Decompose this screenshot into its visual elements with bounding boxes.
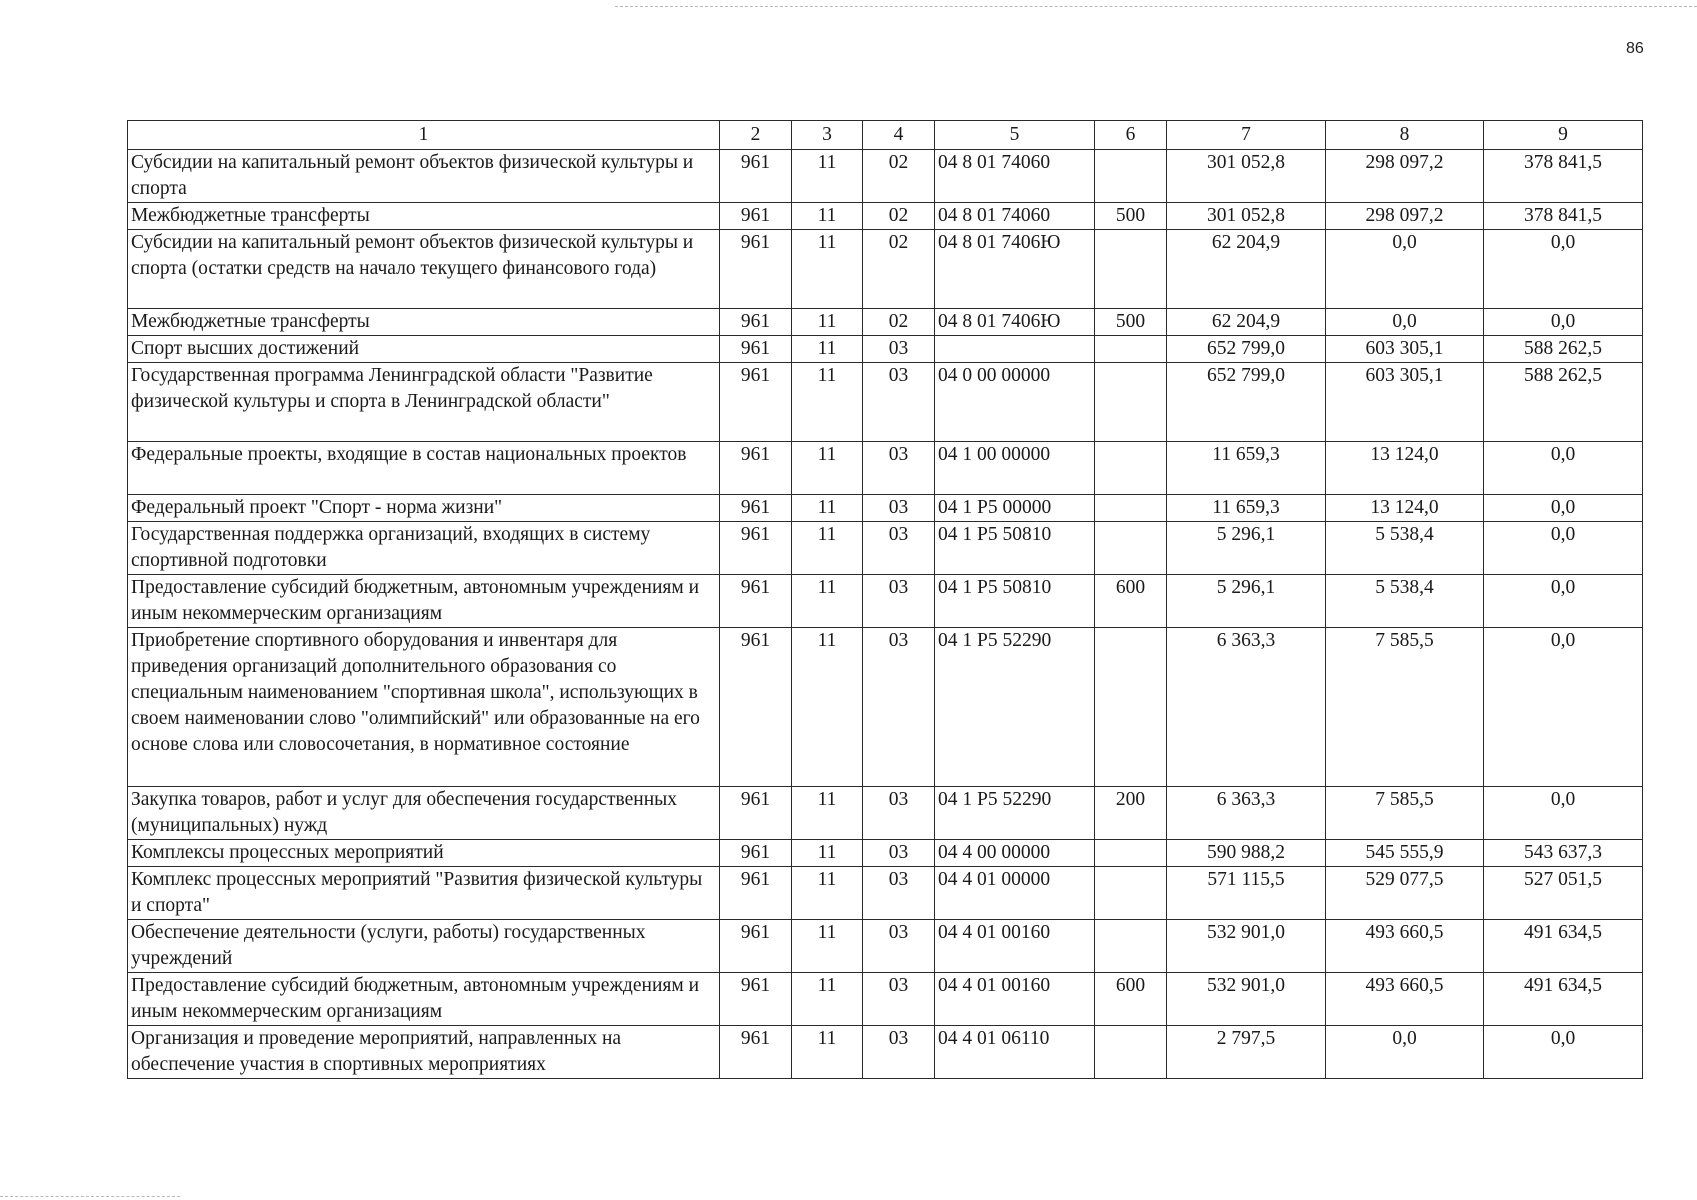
- table-row: [128, 442, 1643, 495]
- ministry-code: 961: [720, 575, 792, 628]
- expense-type-code: 200: [1095, 787, 1167, 840]
- row-name: Государственная программа Ленинградской области "Развитие физической культуры и спорта в Ленинградской области": [128, 363, 720, 442]
- scan-edge-bottom: [0, 1196, 180, 1197]
- table-row: [128, 1026, 1643, 1079]
- subsection-code: 02: [863, 203, 935, 230]
- table-row: [128, 867, 1643, 920]
- section-code: 11: [792, 230, 863, 309]
- amount-year-3: 588 262,5: [1484, 336, 1643, 363]
- row-name: Субсидии на капитальный ремонт объектов физической культуры и спорта: [128, 150, 720, 203]
- ministry-code: 961: [720, 336, 792, 363]
- amount-year-1: 2 797,5: [1167, 1026, 1326, 1079]
- amount-year-3: 527 051,5: [1484, 867, 1643, 920]
- amount-year-2: 13 124,0: [1326, 442, 1484, 495]
- expense-type-code: 500: [1095, 203, 1167, 230]
- subsection-code: 03: [863, 1026, 935, 1079]
- target-article-code: 04 4 01 06110: [935, 1026, 1095, 1079]
- subsection-code: 03: [863, 840, 935, 867]
- ministry-code: 961: [720, 628, 792, 787]
- row-name: Субсидии на капитальный ремонт объектов физической культуры и спорта (остатки средств на начало текущего финансового года): [128, 230, 720, 309]
- column-header: 7: [1167, 121, 1326, 150]
- target-article-code: 04 1 P5 52290: [935, 628, 1095, 787]
- amount-year-3: 543 637,3: [1484, 840, 1643, 867]
- ministry-code: 961: [720, 150, 792, 203]
- row-name: Предоставление субсидий бюджетным, автономным учреждениям и иным некоммерческим организациям: [128, 973, 720, 1026]
- target-article-code: 04 1 P5 50810: [935, 522, 1095, 575]
- ministry-code: 961: [720, 522, 792, 575]
- amount-year-3: 0,0: [1484, 575, 1643, 628]
- row-name: Приобретение спортивного оборудования и инвентаря для приведения организаций дополнительного образования со специальным наименованием "спортивная школа", использующих в своем наименовании слово "олимпийский" или образованные на его основе слова или словосочетания, в нормативное состояние: [128, 628, 720, 787]
- expense-type-code: 500: [1095, 309, 1167, 336]
- target-article-code: 04 0 00 00000: [935, 363, 1095, 442]
- ministry-code: 961: [720, 309, 792, 336]
- row-name: Федеральные проекты, входящие в состав национальных проектов: [128, 442, 720, 495]
- amount-year-2: 5 538,4: [1326, 575, 1484, 628]
- expense-type-code: [1095, 230, 1167, 309]
- subsection-code: 03: [863, 336, 935, 363]
- ministry-code: 961: [720, 787, 792, 840]
- amount-year-1: 6 363,3: [1167, 787, 1326, 840]
- expense-type-code: [1095, 336, 1167, 363]
- table-row: [128, 575, 1643, 628]
- target-article-code: [935, 336, 1095, 363]
- amount-year-3: 491 634,5: [1484, 973, 1643, 1026]
- expense-type-code: [1095, 920, 1167, 973]
- column-header: 9: [1484, 121, 1643, 150]
- amount-year-1: 5 296,1: [1167, 575, 1326, 628]
- section-code: 11: [792, 973, 863, 1026]
- section-code: 11: [792, 203, 863, 230]
- column-header: 2: [720, 121, 792, 150]
- amount-year-2: 7 585,5: [1326, 787, 1484, 840]
- amount-year-1: 11 659,3: [1167, 442, 1326, 495]
- row-name: Закупка товаров, работ и услуг для обеспечения государственных (муниципальных) нужд: [128, 787, 720, 840]
- table-row: [128, 230, 1643, 309]
- scan-edge-top: [615, 6, 1697, 7]
- column-header: 4: [863, 121, 935, 150]
- expense-type-code: [1095, 363, 1167, 442]
- table-row: [128, 336, 1643, 363]
- amount-year-1: 571 115,5: [1167, 867, 1326, 920]
- amount-year-3: 0,0: [1484, 495, 1643, 522]
- row-name: Комплексы процессных мероприятий: [128, 840, 720, 867]
- amount-year-2: 529 077,5: [1326, 867, 1484, 920]
- target-article-code: 04 8 01 7406Ю: [935, 230, 1095, 309]
- target-article-code: 04 1 P5 00000: [935, 495, 1095, 522]
- row-name: Предоставление субсидий бюджетным, автономным учреждениям и иным некоммерческим организациям: [128, 575, 720, 628]
- amount-year-1: 62 204,9: [1167, 309, 1326, 336]
- section-code: 11: [792, 840, 863, 867]
- expense-type-code: [1095, 840, 1167, 867]
- amount-year-3: 0,0: [1484, 1026, 1643, 1079]
- amount-year-2: 545 555,9: [1326, 840, 1484, 867]
- amount-year-3: 378 841,5: [1484, 150, 1643, 203]
- row-name: Обеспечение деятельности (услуги, работы) государственных учреждений: [128, 920, 720, 973]
- amount-year-2: 493 660,5: [1326, 920, 1484, 973]
- target-article-code: 04 1 P5 52290: [935, 787, 1095, 840]
- column-header: 6: [1095, 121, 1167, 150]
- ministry-code: 961: [720, 973, 792, 1026]
- amount-year-2: 7 585,5: [1326, 628, 1484, 787]
- ministry-code: 961: [720, 230, 792, 309]
- amount-year-2: 13 124,0: [1326, 495, 1484, 522]
- subsection-code: 03: [863, 973, 935, 1026]
- row-name: Государственная поддержка организаций, входящих в систему спортивной подготовки: [128, 522, 720, 575]
- expense-type-code: 600: [1095, 575, 1167, 628]
- row-name: Спорт высших достижений: [128, 336, 720, 363]
- target-article-code: 04 4 01 00160: [935, 973, 1095, 1026]
- section-code: 11: [792, 495, 863, 522]
- ministry-code: 961: [720, 363, 792, 442]
- amount-year-1: 301 052,8: [1167, 150, 1326, 203]
- amount-year-1: 532 901,0: [1167, 973, 1326, 1026]
- section-code: 11: [792, 336, 863, 363]
- subsection-code: 02: [863, 150, 935, 203]
- expense-type-code: [1095, 150, 1167, 203]
- ministry-code: 961: [720, 495, 792, 522]
- ministry-code: 961: [720, 1026, 792, 1079]
- amount-year-1: 6 363,3: [1167, 628, 1326, 787]
- amount-year-3: 378 841,5: [1484, 203, 1643, 230]
- amount-year-3: 588 262,5: [1484, 363, 1643, 442]
- table-row: [128, 920, 1643, 973]
- subsection-code: 03: [863, 867, 935, 920]
- amount-year-2: 603 305,1: [1326, 336, 1484, 363]
- amount-year-3: 0,0: [1484, 628, 1643, 787]
- table-row: [128, 522, 1643, 575]
- row-name: Межбюджетные трансферты: [128, 309, 720, 336]
- expense-type-code: 600: [1095, 973, 1167, 1026]
- amount-year-3: 0,0: [1484, 230, 1643, 309]
- amount-year-2: 0,0: [1326, 230, 1484, 309]
- section-code: 11: [792, 920, 863, 973]
- amount-year-2: 0,0: [1326, 1026, 1484, 1079]
- column-header: 5: [935, 121, 1095, 150]
- column-header: 8: [1326, 121, 1484, 150]
- amount-year-1: 5 296,1: [1167, 522, 1326, 575]
- column-header: 3: [792, 121, 863, 150]
- subsection-code: 03: [863, 575, 935, 628]
- subsection-code: 03: [863, 522, 935, 575]
- amount-year-2: 5 538,4: [1326, 522, 1484, 575]
- expense-type-code: [1095, 628, 1167, 787]
- table-row: [128, 628, 1643, 787]
- expense-type-code: [1095, 522, 1167, 575]
- section-code: 11: [792, 442, 863, 495]
- subsection-code: 03: [863, 363, 935, 442]
- target-article-code: 04 8 01 74060: [935, 150, 1095, 203]
- expense-type-code: [1095, 1026, 1167, 1079]
- amount-year-1: 652 799,0: [1167, 363, 1326, 442]
- target-article-code: 04 4 01 00160: [935, 920, 1095, 973]
- section-code: 11: [792, 363, 863, 442]
- row-name: Федеральный проект "Спорт - норма жизни": [128, 495, 720, 522]
- amount-year-2: 298 097,2: [1326, 203, 1484, 230]
- column-header: 1: [128, 121, 720, 150]
- amount-year-1: 652 799,0: [1167, 336, 1326, 363]
- amount-year-3: 0,0: [1484, 787, 1643, 840]
- table-row: [128, 363, 1643, 442]
- subsection-code: 02: [863, 230, 935, 309]
- section-code: 11: [792, 575, 863, 628]
- ministry-code: 961: [720, 867, 792, 920]
- ministry-code: 961: [720, 840, 792, 867]
- subsection-code: 02: [863, 309, 935, 336]
- target-article-code: 04 1 P5 50810: [935, 575, 1095, 628]
- section-code: 11: [792, 867, 863, 920]
- subsection-code: 03: [863, 787, 935, 840]
- row-name: Межбюджетные трансферты: [128, 203, 720, 230]
- table-row: [128, 840, 1643, 867]
- amount-year-2: 493 660,5: [1326, 973, 1484, 1026]
- target-article-code: 04 4 00 00000: [935, 840, 1095, 867]
- row-name: Организация и проведение мероприятий, направленных на обеспечение участия в спортивных мероприятиях: [128, 1026, 720, 1079]
- ministry-code: 961: [720, 920, 792, 973]
- page-number: 86: [1626, 40, 1644, 57]
- amount-year-3: 0,0: [1484, 522, 1643, 575]
- amount-year-1: 301 052,8: [1167, 203, 1326, 230]
- table-row: [128, 150, 1643, 203]
- expense-type-code: [1095, 442, 1167, 495]
- expense-type-code: [1095, 867, 1167, 920]
- table-row: [128, 495, 1643, 522]
- table-row: [128, 203, 1643, 230]
- ministry-code: 961: [720, 203, 792, 230]
- table-header-row: [128, 121, 1643, 150]
- amount-year-1: 590 988,2: [1167, 840, 1326, 867]
- target-article-code: 04 1 00 00000: [935, 442, 1095, 495]
- target-article-code: 04 4 01 00000: [935, 867, 1095, 920]
- amount-year-3: 0,0: [1484, 442, 1643, 495]
- amount-year-1: 11 659,3: [1167, 495, 1326, 522]
- target-article-code: 04 8 01 7406Ю: [935, 309, 1095, 336]
- ministry-code: 961: [720, 442, 792, 495]
- amount-year-2: 298 097,2: [1326, 150, 1484, 203]
- amount-year-1: 62 204,9: [1167, 230, 1326, 309]
- table-row: [128, 973, 1643, 1026]
- section-code: 11: [792, 309, 863, 336]
- section-code: 11: [792, 787, 863, 840]
- section-code: 11: [792, 628, 863, 787]
- section-code: 11: [792, 1026, 863, 1079]
- subsection-code: 03: [863, 442, 935, 495]
- row-name: Комплекс процессных мероприятий "Развития физической культуры и спорта": [128, 867, 720, 920]
- target-article-code: 04 8 01 74060: [935, 203, 1095, 230]
- section-code: 11: [792, 150, 863, 203]
- amount-year-3: 0,0: [1484, 309, 1643, 336]
- subsection-code: 03: [863, 920, 935, 973]
- section-code: 11: [792, 522, 863, 575]
- budget-table: [127, 120, 1643, 1079]
- table-row: [128, 787, 1643, 840]
- subsection-code: 03: [863, 628, 935, 787]
- expense-type-code: [1095, 495, 1167, 522]
- table-row: [128, 309, 1643, 336]
- subsection-code: 03: [863, 495, 935, 522]
- amount-year-1: 532 901,0: [1167, 920, 1326, 973]
- amount-year-2: 603 305,1: [1326, 363, 1484, 442]
- amount-year-3: 491 634,5: [1484, 920, 1643, 973]
- amount-year-2: 0,0: [1326, 309, 1484, 336]
